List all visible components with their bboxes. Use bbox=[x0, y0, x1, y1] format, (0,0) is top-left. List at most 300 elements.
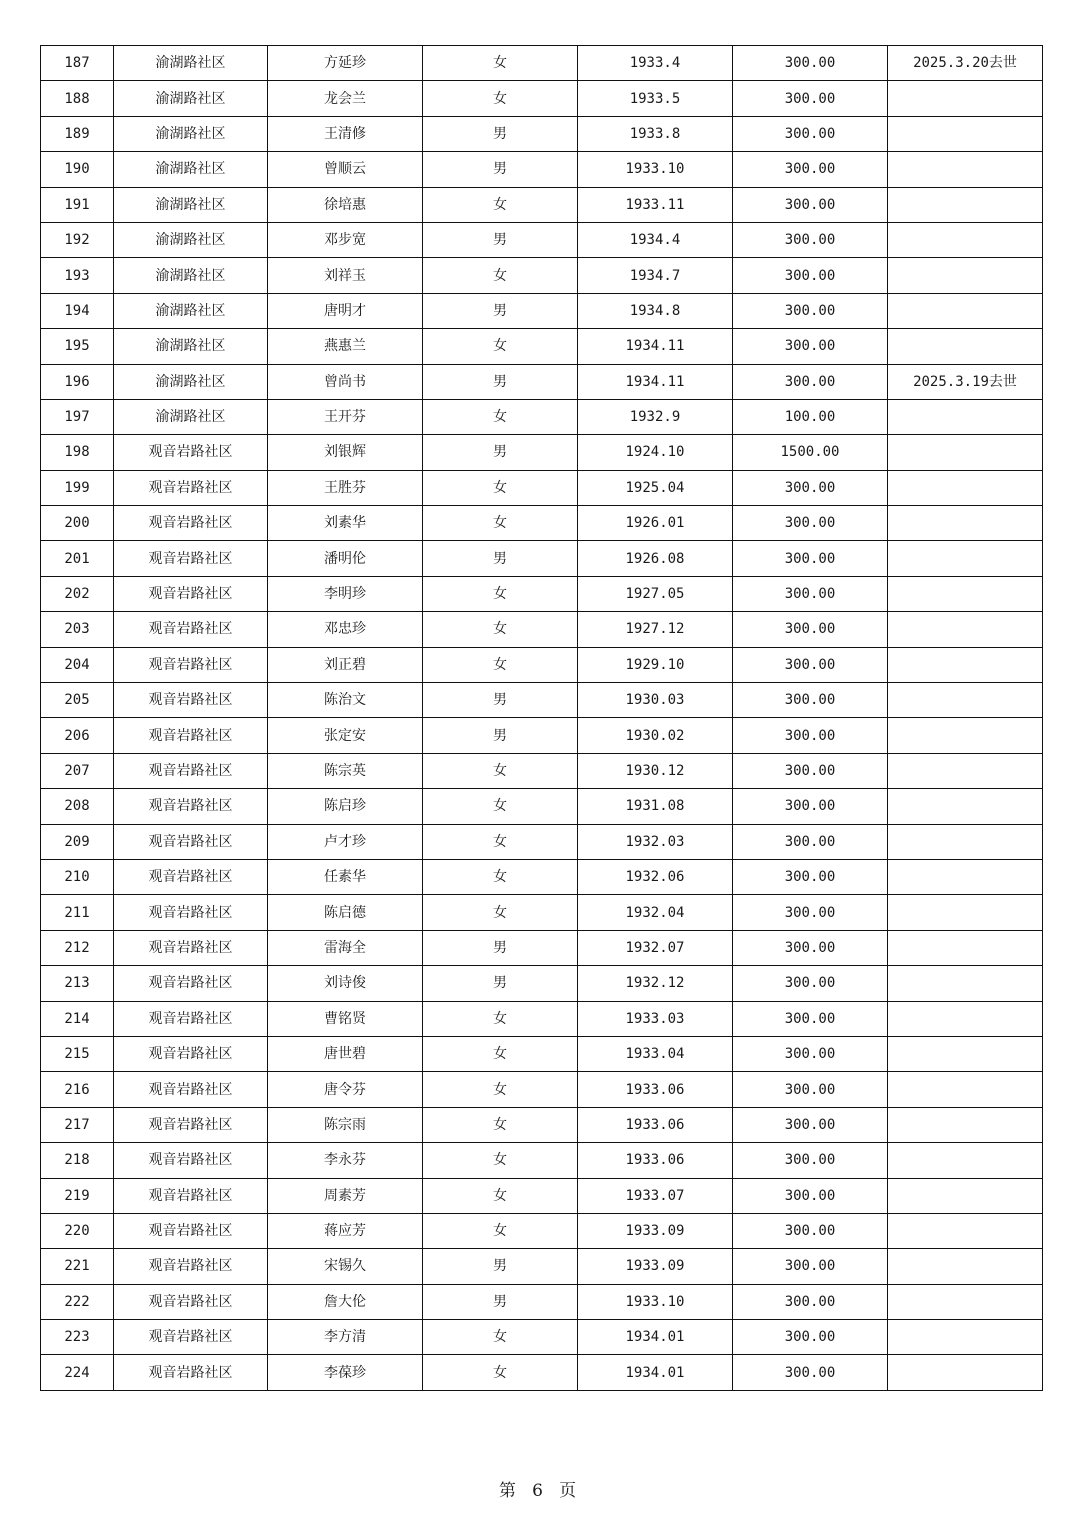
table-row bbox=[41, 1178, 1043, 1213]
table-row bbox=[41, 364, 1043, 399]
cell-amount: 300.00 bbox=[733, 718, 888, 753]
cell-birth-date: 1930.02 bbox=[578, 718, 733, 753]
cell-name: 周素芳 bbox=[268, 1178, 423, 1213]
cell-birth-date: 1925.04 bbox=[578, 470, 733, 505]
cell-note: 2025.3.20去世 bbox=[888, 46, 1043, 81]
cell-number: 200 bbox=[41, 506, 114, 541]
cell-gender: 男 bbox=[423, 930, 578, 965]
cell-number: 187 bbox=[41, 46, 114, 81]
roster-table bbox=[40, 45, 1043, 1391]
cell-community: 渝湖路社区 bbox=[114, 329, 268, 364]
cell-community: 观音岩路社区 bbox=[114, 966, 268, 1001]
cell-number: 209 bbox=[41, 824, 114, 859]
cell-birth-date: 1927.12 bbox=[578, 612, 733, 647]
cell-birth-date: 1933.04 bbox=[578, 1036, 733, 1071]
cell-birth-date: 1933.06 bbox=[578, 1072, 733, 1107]
table-row bbox=[41, 222, 1043, 257]
cell-amount: 300.00 bbox=[733, 293, 888, 328]
cell-birth-date: 1934.01 bbox=[578, 1320, 733, 1355]
cell-note bbox=[888, 1213, 1043, 1248]
table-row bbox=[41, 329, 1043, 364]
cell-amount: 300.00 bbox=[733, 46, 888, 81]
cell-community: 观音岩路社区 bbox=[114, 541, 268, 576]
cell-number: 199 bbox=[41, 470, 114, 505]
cell-note bbox=[888, 647, 1043, 682]
cell-amount: 300.00 bbox=[733, 824, 888, 859]
cell-amount: 300.00 bbox=[733, 612, 888, 647]
cell-gender: 女 bbox=[423, 399, 578, 434]
cell-gender: 女 bbox=[423, 329, 578, 364]
cell-amount: 300.00 bbox=[733, 364, 888, 399]
cell-birth-date: 1933.8 bbox=[578, 116, 733, 151]
cell-note bbox=[888, 187, 1043, 222]
cell-note bbox=[888, 930, 1043, 965]
cell-amount: 300.00 bbox=[733, 116, 888, 151]
cell-amount: 300.00 bbox=[733, 789, 888, 824]
cell-number: 194 bbox=[41, 293, 114, 328]
cell-birth-date: 1932.12 bbox=[578, 966, 733, 1001]
page-footer bbox=[0, 1476, 1075, 1501]
cell-number: 220 bbox=[41, 1213, 114, 1248]
table-row bbox=[41, 930, 1043, 965]
table-row bbox=[41, 1001, 1043, 1036]
cell-note bbox=[888, 1320, 1043, 1355]
table-row bbox=[41, 789, 1043, 824]
cell-name: 唐令芬 bbox=[268, 1072, 423, 1107]
cell-amount: 300.00 bbox=[733, 683, 888, 718]
table-row bbox=[41, 1213, 1043, 1248]
cell-community: 观音岩路社区 bbox=[114, 1213, 268, 1248]
cell-birth-date: 1930.03 bbox=[578, 683, 733, 718]
cell-birth-date: 1932.9 bbox=[578, 399, 733, 434]
cell-name: 陈启德 bbox=[268, 895, 423, 930]
cell-amount: 300.00 bbox=[733, 152, 888, 187]
cell-community: 观音岩路社区 bbox=[114, 1001, 268, 1036]
cell-gender: 男 bbox=[423, 116, 578, 151]
cell-birth-date: 1934.8 bbox=[578, 293, 733, 328]
cell-name: 李葆珍 bbox=[268, 1355, 423, 1390]
cell-number: 204 bbox=[41, 647, 114, 682]
cell-name: 曹铭贤 bbox=[268, 1001, 423, 1036]
cell-note bbox=[888, 895, 1043, 930]
cell-gender: 男 bbox=[423, 966, 578, 1001]
table-row bbox=[41, 859, 1043, 894]
table-row bbox=[41, 399, 1043, 434]
cell-birth-date: 1934.4 bbox=[578, 222, 733, 257]
cell-number: 212 bbox=[41, 930, 114, 965]
cell-community: 观音岩路社区 bbox=[114, 1284, 268, 1319]
cell-community: 观音岩路社区 bbox=[114, 895, 268, 930]
cell-amount: 300.00 bbox=[733, 1036, 888, 1071]
cell-number: 197 bbox=[41, 399, 114, 434]
roster-table-body bbox=[41, 46, 1043, 1391]
cell-number: 196 bbox=[41, 364, 114, 399]
cell-birth-date: 1934.11 bbox=[578, 329, 733, 364]
cell-birth-date: 1933.03 bbox=[578, 1001, 733, 1036]
page-number: 6 bbox=[532, 1481, 543, 1501]
table-row bbox=[41, 683, 1043, 718]
cell-birth-date: 1934.01 bbox=[578, 1355, 733, 1390]
cell-note bbox=[888, 506, 1043, 541]
cell-note bbox=[888, 435, 1043, 470]
table-row bbox=[41, 1355, 1043, 1390]
cell-number: 218 bbox=[41, 1143, 114, 1178]
cell-gender: 女 bbox=[423, 612, 578, 647]
cell-number: 213 bbox=[41, 966, 114, 1001]
cell-note bbox=[888, 718, 1043, 753]
table-row bbox=[41, 470, 1043, 505]
cell-note bbox=[888, 541, 1043, 576]
cell-number: 205 bbox=[41, 683, 114, 718]
cell-number: 216 bbox=[41, 1072, 114, 1107]
cell-gender: 女 bbox=[423, 895, 578, 930]
cell-amount: 300.00 bbox=[733, 1107, 888, 1142]
table-row bbox=[41, 1036, 1043, 1071]
cell-gender: 女 bbox=[423, 1320, 578, 1355]
cell-number: 188 bbox=[41, 81, 114, 116]
cell-note bbox=[888, 116, 1043, 151]
cell-name: 王清修 bbox=[268, 116, 423, 151]
cell-amount: 100.00 bbox=[733, 399, 888, 434]
cell-note bbox=[888, 329, 1043, 364]
table-row bbox=[41, 1320, 1043, 1355]
cell-birth-date: 1926.01 bbox=[578, 506, 733, 541]
cell-note bbox=[888, 966, 1043, 1001]
cell-name: 李明珍 bbox=[268, 576, 423, 611]
cell-name: 王胜芬 bbox=[268, 470, 423, 505]
cell-gender: 女 bbox=[423, 187, 578, 222]
cell-amount: 300.00 bbox=[733, 1249, 888, 1284]
cell-note bbox=[888, 824, 1043, 859]
cell-note bbox=[888, 1072, 1043, 1107]
cell-number: 192 bbox=[41, 222, 114, 257]
cell-name: 卢才珍 bbox=[268, 824, 423, 859]
cell-amount: 300.00 bbox=[733, 1143, 888, 1178]
cell-number: 208 bbox=[41, 789, 114, 824]
cell-birth-date: 1933.10 bbox=[578, 1284, 733, 1319]
cell-number: 215 bbox=[41, 1036, 114, 1071]
cell-note bbox=[888, 576, 1043, 611]
cell-name: 刘银辉 bbox=[268, 435, 423, 470]
cell-gender: 男 bbox=[423, 1284, 578, 1319]
table-row bbox=[41, 1107, 1043, 1142]
cell-amount: 300.00 bbox=[733, 753, 888, 788]
cell-name: 刘诗俊 bbox=[268, 966, 423, 1001]
cell-gender: 女 bbox=[423, 647, 578, 682]
cell-name: 唐世碧 bbox=[268, 1036, 423, 1071]
cell-note bbox=[888, 683, 1043, 718]
cell-number: 189 bbox=[41, 116, 114, 151]
cell-note bbox=[888, 1001, 1043, 1036]
cell-name: 陈启珍 bbox=[268, 789, 423, 824]
table-row bbox=[41, 966, 1043, 1001]
cell-community: 观音岩路社区 bbox=[114, 824, 268, 859]
cell-note bbox=[888, 1284, 1043, 1319]
cell-community: 观音岩路社区 bbox=[114, 1355, 268, 1390]
cell-note bbox=[888, 1355, 1043, 1390]
cell-name: 王开芬 bbox=[268, 399, 423, 434]
cell-name: 方延珍 bbox=[268, 46, 423, 81]
cell-number: 224 bbox=[41, 1355, 114, 1390]
table-row bbox=[41, 1284, 1043, 1319]
cell-community: 渝湖路社区 bbox=[114, 399, 268, 434]
cell-note: 2025.3.19去世 bbox=[888, 364, 1043, 399]
cell-gender: 女 bbox=[423, 470, 578, 505]
table-row bbox=[41, 895, 1043, 930]
cell-amount: 300.00 bbox=[733, 1178, 888, 1213]
cell-gender: 男 bbox=[423, 222, 578, 257]
cell-birth-date: 1933.07 bbox=[578, 1178, 733, 1213]
table-row bbox=[41, 1072, 1043, 1107]
table-row bbox=[41, 116, 1043, 151]
cell-amount: 300.00 bbox=[733, 1072, 888, 1107]
cell-number: 219 bbox=[41, 1178, 114, 1213]
cell-community: 观音岩路社区 bbox=[114, 683, 268, 718]
cell-gender: 女 bbox=[423, 824, 578, 859]
cell-birth-date: 1926.08 bbox=[578, 541, 733, 576]
cell-community: 观音岩路社区 bbox=[114, 1036, 268, 1071]
table-row bbox=[41, 81, 1043, 116]
cell-note bbox=[888, 81, 1043, 116]
cell-amount: 300.00 bbox=[733, 470, 888, 505]
table-row bbox=[41, 1249, 1043, 1284]
cell-gender: 女 bbox=[423, 258, 578, 293]
page-footer-suffix: 页 bbox=[559, 1481, 577, 1501]
cell-number: 207 bbox=[41, 753, 114, 788]
cell-name: 陈宗英 bbox=[268, 753, 423, 788]
cell-name: 潘明伦 bbox=[268, 541, 423, 576]
cell-birth-date: 1929.10 bbox=[578, 647, 733, 682]
cell-amount: 300.00 bbox=[733, 930, 888, 965]
cell-note bbox=[888, 293, 1043, 328]
cell-number: 203 bbox=[41, 612, 114, 647]
cell-gender: 女 bbox=[423, 1213, 578, 1248]
cell-gender: 女 bbox=[423, 576, 578, 611]
cell-community: 观音岩路社区 bbox=[114, 930, 268, 965]
cell-note bbox=[888, 859, 1043, 894]
cell-birth-date: 1933.11 bbox=[578, 187, 733, 222]
cell-community: 观音岩路社区 bbox=[114, 1107, 268, 1142]
cell-number: 223 bbox=[41, 1320, 114, 1355]
cell-community: 观音岩路社区 bbox=[114, 1143, 268, 1178]
cell-amount: 300.00 bbox=[733, 1320, 888, 1355]
cell-note bbox=[888, 789, 1043, 824]
cell-birth-date: 1933.06 bbox=[578, 1107, 733, 1142]
cell-gender: 女 bbox=[423, 1072, 578, 1107]
cell-gender: 女 bbox=[423, 859, 578, 894]
cell-community: 观音岩路社区 bbox=[114, 647, 268, 682]
cell-name: 燕惠兰 bbox=[268, 329, 423, 364]
cell-note bbox=[888, 1178, 1043, 1213]
cell-birth-date: 1924.10 bbox=[578, 435, 733, 470]
cell-name: 刘正碧 bbox=[268, 647, 423, 682]
cell-gender: 女 bbox=[423, 1107, 578, 1142]
table-row bbox=[41, 541, 1043, 576]
cell-gender: 男 bbox=[423, 1249, 578, 1284]
cell-community: 渝湖路社区 bbox=[114, 152, 268, 187]
cell-number: 221 bbox=[41, 1249, 114, 1284]
cell-gender: 男 bbox=[423, 718, 578, 753]
cell-number: 202 bbox=[41, 576, 114, 611]
cell-name: 曾尚书 bbox=[268, 364, 423, 399]
cell-amount: 300.00 bbox=[733, 1284, 888, 1319]
cell-community: 观音岩路社区 bbox=[114, 1178, 268, 1213]
cell-number: 191 bbox=[41, 187, 114, 222]
cell-birth-date: 1932.06 bbox=[578, 859, 733, 894]
cell-gender: 男 bbox=[423, 435, 578, 470]
cell-note bbox=[888, 222, 1043, 257]
table-row bbox=[41, 187, 1043, 222]
cell-name: 龙会兰 bbox=[268, 81, 423, 116]
cell-birth-date: 1934.11 bbox=[578, 364, 733, 399]
cell-gender: 男 bbox=[423, 293, 578, 328]
cell-name: 曾顺云 bbox=[268, 152, 423, 187]
cell-birth-date: 1933.09 bbox=[578, 1213, 733, 1248]
cell-note bbox=[888, 258, 1043, 293]
cell-amount: 300.00 bbox=[733, 1355, 888, 1390]
cell-community: 观音岩路社区 bbox=[114, 576, 268, 611]
cell-name: 唐明才 bbox=[268, 293, 423, 328]
cell-amount: 300.00 bbox=[733, 1001, 888, 1036]
cell-birth-date: 1933.06 bbox=[578, 1143, 733, 1178]
table-row bbox=[41, 293, 1043, 328]
cell-name: 刘素华 bbox=[268, 506, 423, 541]
cell-gender: 女 bbox=[423, 81, 578, 116]
cell-amount: 300.00 bbox=[733, 576, 888, 611]
table-row bbox=[41, 1143, 1043, 1178]
cell-name: 李永芬 bbox=[268, 1143, 423, 1178]
cell-amount: 300.00 bbox=[733, 258, 888, 293]
cell-amount: 300.00 bbox=[733, 859, 888, 894]
cell-note bbox=[888, 612, 1043, 647]
table-row bbox=[41, 612, 1043, 647]
cell-name: 李方清 bbox=[268, 1320, 423, 1355]
cell-amount: 300.00 bbox=[733, 895, 888, 930]
page-footer-prefix: 第 bbox=[498, 1481, 516, 1501]
cell-amount: 1500.00 bbox=[733, 435, 888, 470]
cell-number: 198 bbox=[41, 435, 114, 470]
cell-number: 217 bbox=[41, 1107, 114, 1142]
cell-name: 陈宗雨 bbox=[268, 1107, 423, 1142]
table-row bbox=[41, 152, 1043, 187]
cell-community: 渝湖路社区 bbox=[114, 258, 268, 293]
cell-community: 观音岩路社区 bbox=[114, 1249, 268, 1284]
cell-gender: 男 bbox=[423, 541, 578, 576]
cell-community: 观音岩路社区 bbox=[114, 470, 268, 505]
cell-amount: 300.00 bbox=[733, 329, 888, 364]
cell-name: 宋锡久 bbox=[268, 1249, 423, 1284]
cell-name: 任素华 bbox=[268, 859, 423, 894]
cell-name: 邓步宽 bbox=[268, 222, 423, 257]
cell-gender: 女 bbox=[423, 1001, 578, 1036]
table-row bbox=[41, 576, 1043, 611]
cell-gender: 女 bbox=[423, 506, 578, 541]
cell-name: 邓忠珍 bbox=[268, 612, 423, 647]
cell-birth-date: 1933.10 bbox=[578, 152, 733, 187]
cell-note bbox=[888, 1249, 1043, 1284]
cell-amount: 300.00 bbox=[733, 81, 888, 116]
cell-community: 观音岩路社区 bbox=[114, 1072, 268, 1107]
cell-birth-date: 1930.12 bbox=[578, 753, 733, 788]
cell-amount: 300.00 bbox=[733, 187, 888, 222]
cell-gender: 女 bbox=[423, 46, 578, 81]
cell-number: 222 bbox=[41, 1284, 114, 1319]
cell-number: 214 bbox=[41, 1001, 114, 1036]
cell-note bbox=[888, 1036, 1043, 1071]
cell-name: 徐培惠 bbox=[268, 187, 423, 222]
cell-number: 211 bbox=[41, 895, 114, 930]
cell-number: 193 bbox=[41, 258, 114, 293]
table-row bbox=[41, 435, 1043, 470]
cell-birth-date: 1932.03 bbox=[578, 824, 733, 859]
cell-birth-date: 1933.09 bbox=[578, 1249, 733, 1284]
cell-community: 观音岩路社区 bbox=[114, 753, 268, 788]
cell-gender: 女 bbox=[423, 753, 578, 788]
table-row bbox=[41, 647, 1043, 682]
cell-birth-date: 1933.4 bbox=[578, 46, 733, 81]
cell-number: 210 bbox=[41, 859, 114, 894]
table-row bbox=[41, 718, 1043, 753]
cell-gender: 男 bbox=[423, 364, 578, 399]
cell-amount: 300.00 bbox=[733, 966, 888, 1001]
cell-gender: 女 bbox=[423, 1178, 578, 1213]
cell-community: 渝湖路社区 bbox=[114, 293, 268, 328]
cell-community: 渝湖路社区 bbox=[114, 364, 268, 399]
cell-gender: 男 bbox=[423, 683, 578, 718]
cell-gender: 女 bbox=[423, 1355, 578, 1390]
cell-name: 陈治文 bbox=[268, 683, 423, 718]
cell-note bbox=[888, 399, 1043, 434]
table-row bbox=[41, 824, 1043, 859]
cell-community: 观音岩路社区 bbox=[114, 718, 268, 753]
cell-gender: 男 bbox=[423, 152, 578, 187]
cell-birth-date: 1931.08 bbox=[578, 789, 733, 824]
cell-amount: 300.00 bbox=[733, 647, 888, 682]
cell-name: 蒋应芳 bbox=[268, 1213, 423, 1248]
cell-name: 张定安 bbox=[268, 718, 423, 753]
cell-community: 观音岩路社区 bbox=[114, 435, 268, 470]
cell-name: 刘祥玉 bbox=[268, 258, 423, 293]
cell-amount: 300.00 bbox=[733, 1213, 888, 1248]
table-row bbox=[41, 258, 1043, 293]
cell-note bbox=[888, 1107, 1043, 1142]
cell-birth-date: 1927.05 bbox=[578, 576, 733, 611]
cell-gender: 女 bbox=[423, 1143, 578, 1178]
cell-birth-date: 1933.5 bbox=[578, 81, 733, 116]
cell-number: 195 bbox=[41, 329, 114, 364]
table-row bbox=[41, 506, 1043, 541]
cell-community: 观音岩路社区 bbox=[114, 1320, 268, 1355]
cell-birth-date: 1932.04 bbox=[578, 895, 733, 930]
cell-note bbox=[888, 1143, 1043, 1178]
cell-amount: 300.00 bbox=[733, 506, 888, 541]
table-row bbox=[41, 753, 1043, 788]
cell-community: 观音岩路社区 bbox=[114, 506, 268, 541]
cell-number: 190 bbox=[41, 152, 114, 187]
cell-note bbox=[888, 152, 1043, 187]
cell-name: 雷海全 bbox=[268, 930, 423, 965]
cell-community: 渝湖路社区 bbox=[114, 222, 268, 257]
cell-note bbox=[888, 753, 1043, 788]
cell-amount: 300.00 bbox=[733, 541, 888, 576]
cell-gender: 女 bbox=[423, 789, 578, 824]
cell-community: 观音岩路社区 bbox=[114, 612, 268, 647]
cell-note bbox=[888, 470, 1043, 505]
cell-community: 渝湖路社区 bbox=[114, 187, 268, 222]
cell-community: 观音岩路社区 bbox=[114, 789, 268, 824]
cell-community: 渝湖路社区 bbox=[114, 46, 268, 81]
cell-gender: 女 bbox=[423, 1036, 578, 1071]
